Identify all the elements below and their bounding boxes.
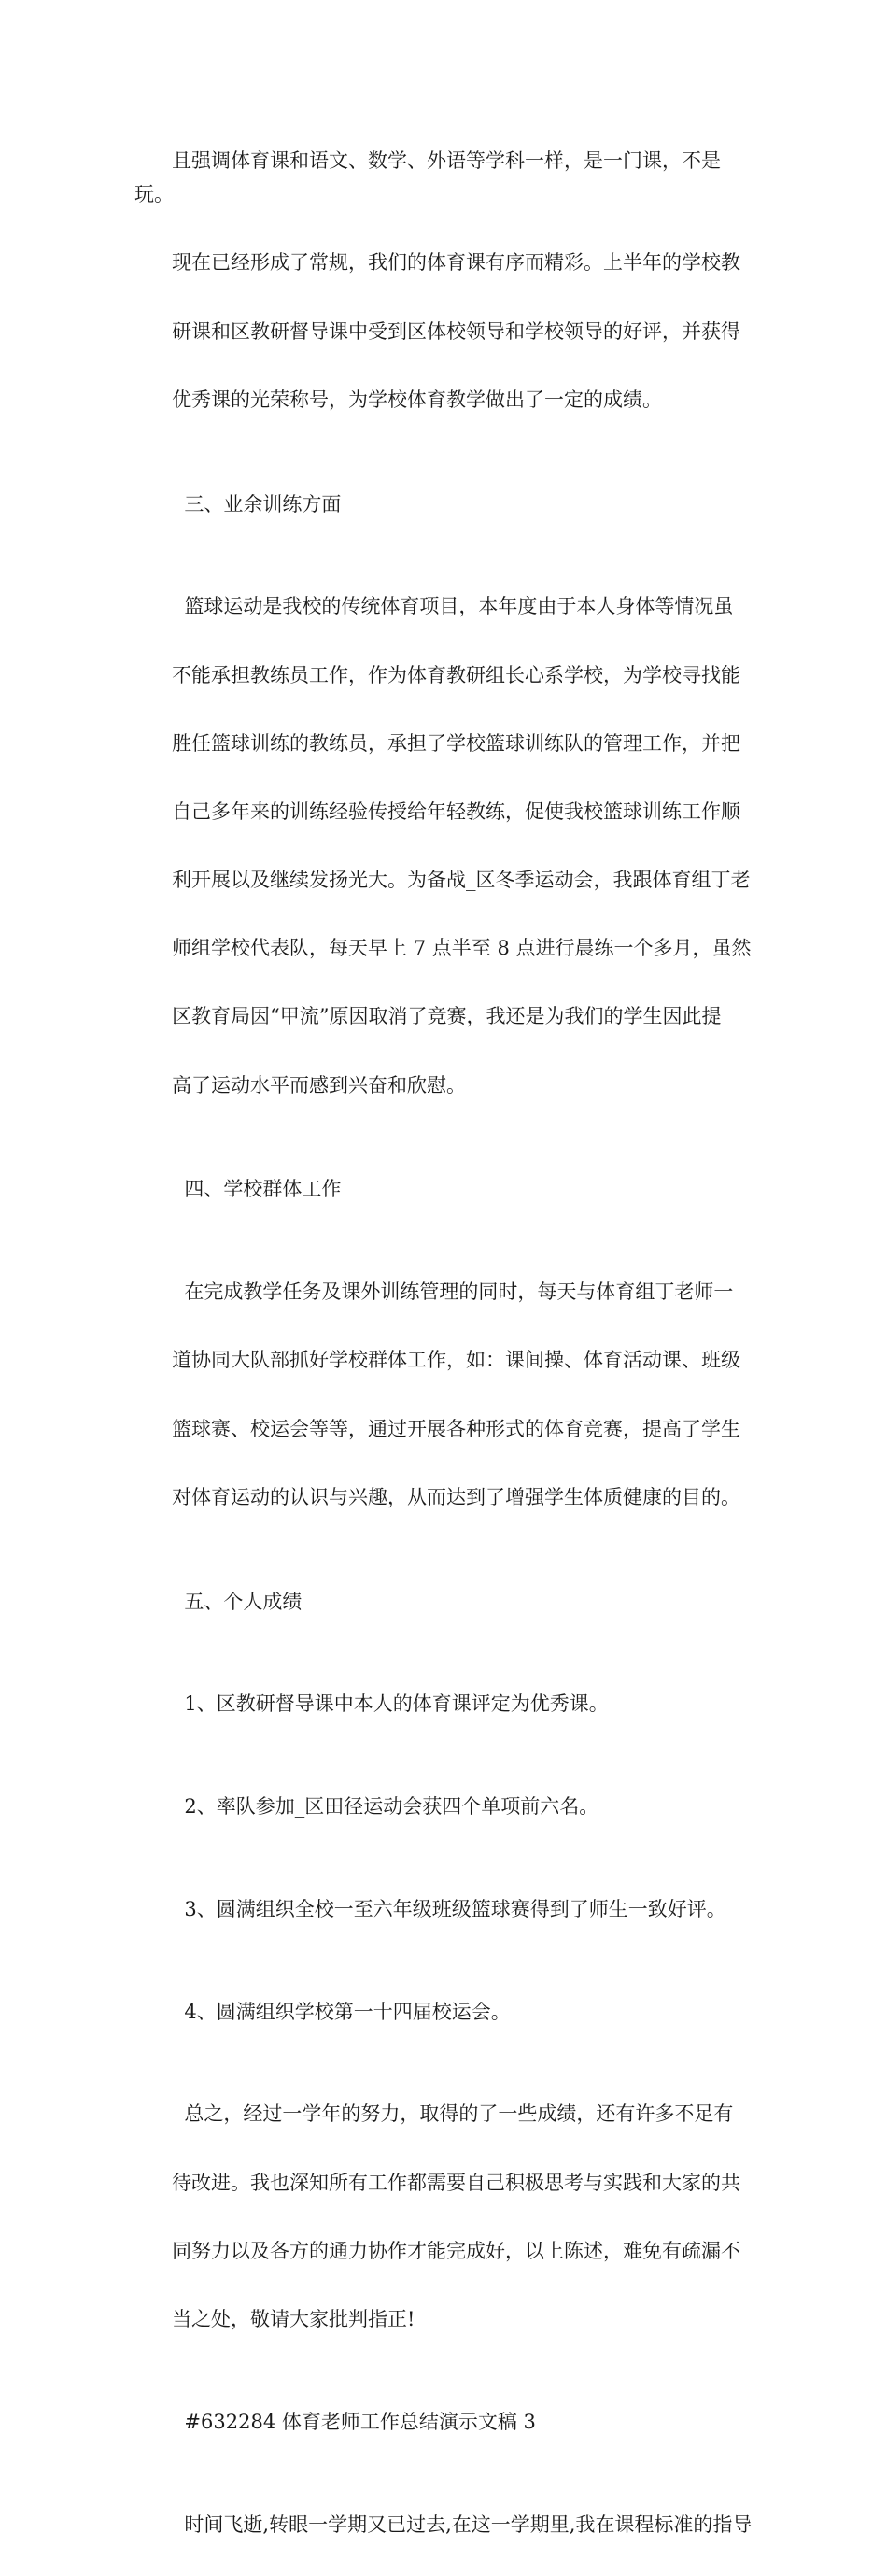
text-line: 师组学校代表队，每天早上 7 点半至 8 点进行晨练一个多月，虽然 bbox=[172, 937, 752, 960]
text-line: 胜任篮球训练的教练员，承担了学校篮球训练队的管理工作，并把 bbox=[172, 731, 741, 755]
title-text: #632284 体育老师工作总结演示文稿 3 bbox=[172, 2410, 536, 2433]
text-line: 时间飞逝,转眼一学期又已过去,在这一学期里,我在课程标准的指导 bbox=[172, 2512, 753, 2536]
text-line: 利开展以及继续发扬光大。为备战_区冬季运动会，我跟体育组丁老 bbox=[172, 869, 751, 892]
text-line: 优秀课的光荣称号，为学校体育教学做出了一定的成绩。 bbox=[172, 388, 663, 411]
body-paragraph bbox=[134, 556, 753, 1137]
text-line: 待改进。我也深知所有工作都需要自己积极思考与实践和大家的共 bbox=[172, 2171, 741, 2194]
list-item-text: 2、率队参加_区田径运动会获四个单项前六名。 bbox=[172, 1795, 599, 1819]
text-line: 道协同大队部抓好学校群体工作，如：课间操、体育活动课、班级 bbox=[172, 1349, 741, 1372]
text-line: 篮球运动是我校的传统体育项目，本年度由于本人身体等情况虽 bbox=[172, 595, 734, 618]
body-paragraph bbox=[134, 2473, 753, 2576]
heading-text: 四、学校群体工作 bbox=[172, 1178, 342, 1201]
body-paragraph bbox=[134, 1241, 753, 1549]
text-line: 在完成教学任务及课外训练管理的同时，每天与体育组丁老师一 bbox=[172, 1281, 734, 1304]
text-line: 自己多年来的训练经验传授给年轻教练，促使我校篮球训练工作顺 bbox=[172, 800, 741, 823]
text-line: 当之处，敬请大家批判指正! bbox=[172, 2308, 415, 2330]
document-title bbox=[134, 2371, 753, 2473]
summary-paragraph bbox=[134, 2063, 753, 2371]
achievement-item-1 bbox=[134, 1653, 753, 1756]
text-line: 不能承担教练员工作，作为体育教研组长心系学校，为学校寻找能 bbox=[172, 663, 741, 686]
list-item-text: 4、圆满组织学校第一十四届校运会。 bbox=[172, 2000, 511, 2023]
text-line: 区教育局因“甲流”原因取消了竞赛，我还是为我们的学生因此提 bbox=[172, 1005, 722, 1028]
text-line: 同努力以及各方的通力协作才能完成好，以上陈述，难免有疏漏不 bbox=[172, 2239, 741, 2262]
section-heading-5 bbox=[134, 1550, 753, 1653]
achievement-item-2 bbox=[134, 1756, 753, 1859]
text-line: 高了运动水平而感到兴奋和欣慰。 bbox=[172, 1073, 467, 1097]
list-item-text: 3、圆满组织全校一至六年级班级篮球赛得到了师生一致好评。 bbox=[172, 1897, 726, 1920]
achievement-item-3 bbox=[134, 1858, 753, 1960]
heading-text: 五、个人成绩 bbox=[172, 1590, 303, 1613]
body-paragraph bbox=[134, 109, 753, 451]
text-line: 总之，经过一学年的努力，取得的了一些成绩，还有许多不足有 bbox=[172, 2102, 734, 2126]
text-line: 且强调体育课和语文、数学、外语等学科一样，是一门课，不是玩。 bbox=[134, 149, 722, 206]
text-line: 现在已经形成了常规，我们的体育课有序而精彩。上半年的学校教 bbox=[172, 251, 741, 275]
text-line: 研课和区教研督导课中受到区体校领导和学校领导的好评，并获得 bbox=[172, 319, 741, 343]
text-line: 篮球赛、校运会等等，通过开展各种形式的体育竞赛，提高了学生 bbox=[172, 1417, 741, 1440]
heading-text: 三、业余训练方面 bbox=[172, 492, 342, 516]
document-body bbox=[134, 109, 753, 2576]
list-item-text: 1、区教研督导课中本人的体育课评定为优秀课。 bbox=[172, 1692, 609, 1716]
text-line: 对体育运动的认识与兴趣，从而达到了增强学生体质健康的目的。 bbox=[172, 1485, 741, 1508]
section-heading-3 bbox=[134, 453, 753, 556]
section-heading-4 bbox=[134, 1139, 753, 1241]
achievement-item-4 bbox=[134, 1960, 753, 2063]
